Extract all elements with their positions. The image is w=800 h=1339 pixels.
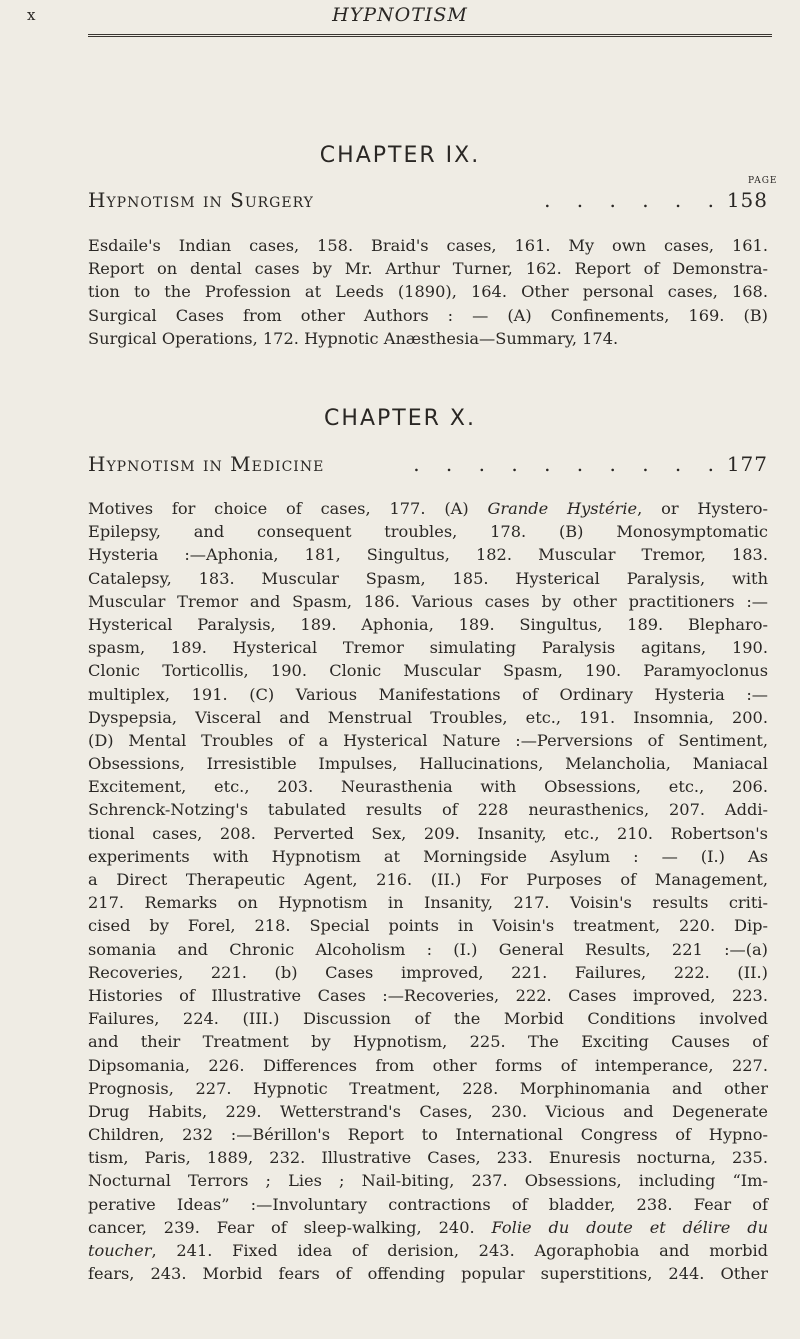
text-line: cancer, 239. Fear of sleep-walking, 240. Folie du doute et délire du xyxy=(88,1217,768,1237)
chapter-heading-x: CHAPTER X. xyxy=(324,406,476,431)
text-line: Nocturnal Terrors ; Lies ; Nail-biting, 237. Obsessions, including “Im- xyxy=(88,1171,768,1191)
text-line: Children, 232 :—Bérillon's Report to International Congress of Hypno- xyxy=(88,1125,768,1145)
text-line: Prognosis, 227. Hypnotic Treatment, 228. Morphinomania and other xyxy=(88,1078,768,1098)
text-line: Obsessions, Irresistible Impulses, Hallucinations, Melancholia, Maniacal xyxy=(88,754,768,774)
text-line: Motives for choice of cases, 177. (A) Grande Hystérie, or Hystero- xyxy=(88,499,768,518)
text-line: experiments with Hypnotism at Morningside Asylum : — (I.) As xyxy=(88,846,768,866)
page-column-label: PAGE xyxy=(748,176,778,186)
text-line: perative Ideas” :—Involuntary contractions of bladder, 238. Fear of xyxy=(88,1194,768,1214)
text-line: Esdaile's Indian cases, 158. Braid's cases, 161. My own cases, 161. xyxy=(88,236,768,255)
toc-entry-title: Hypnotism in Surgery xyxy=(88,188,314,212)
text-line: Schrenck-Notzing's tabulated results of 228 neurasthenics, 207. Addi- xyxy=(88,800,768,820)
text-line: Muscular Tremor and Spasm, 186. Various cases by other practitioners :— xyxy=(88,591,768,611)
text-line: a Direct Therapeutic Agent, 216. (II.) For Purposes of Management, xyxy=(88,870,768,889)
chapter-ix-summary xyxy=(88,234,768,350)
text-line: and their Treatment by Hypnotism, 225. The Exciting Causes of xyxy=(88,1032,768,1052)
toc-entry-surgery xyxy=(88,188,768,212)
text-line: Surgical Operations, 172. Hypnotic Anæsthesia—Summary, 174. xyxy=(88,328,619,348)
text-line: Catalepsy, 183. Muscular Spasm, 185. Hysterical Paralysis, with xyxy=(88,568,768,588)
toc-entry-medicine xyxy=(88,452,768,476)
text-line: Hysterical Paralysis, 189. Aphonia, 189. Singultus, 189. Blepharo- xyxy=(88,614,768,634)
toc-leader-dots: . . . . . . xyxy=(544,188,724,212)
text-line: Surgical Cases from other Authors : — (A) Confinements, 169. (B) xyxy=(88,305,768,325)
text-line: 217. Remarks on Hypnotism in Insanity, 217. Voisin's results criti- xyxy=(88,893,768,913)
text-line: Dipsomania, 226. Differences from other forms of intemperance, 227. xyxy=(88,1055,768,1075)
page-number: x xyxy=(27,6,36,24)
text-line: Failures, 224. (III.) Discussion of the Morbid Conditions involved xyxy=(88,1009,768,1029)
text-line: Report on dental cases by Mr. Arthur Turner, 162. Report of Demonstra- xyxy=(88,259,768,279)
text-line: fears, 243. Morbid fears of offending popular superstitions, 244. Other xyxy=(88,1264,768,1284)
text-line: Excitement, etc., 203. Neurasthenia with Obsessions, etc., 206. xyxy=(88,777,768,797)
text-line: Epilepsy, and consequent troubles, 178. (B) Monosymptomatic xyxy=(88,522,768,542)
text-line: somania and Chronic Alcoholism : (I.) General Results, 221 :—(a) xyxy=(88,939,768,959)
text-line: Histories of Illustrative Cases :—Recoveries, 222. Cases improved, 223. xyxy=(88,985,768,1005)
text-line: Hysteria :—Aphonia, 181, Singultus, 182. Muscular Tremor, 183. xyxy=(88,545,768,565)
text-line: tism, Paris, 1889, 232. Illustrative Cases, 233. Enuresis nocturna, 235. xyxy=(88,1148,768,1168)
text-line: Clonic Torticollis, 190. Clonic Muscular Spasm, 190. Paramyoclonus xyxy=(88,661,768,681)
header-rule xyxy=(88,34,772,39)
text-line: toucher, 241. Fixed idea of derision, 243. Agoraphobia and morbid xyxy=(88,1241,768,1260)
text-line: Dyspepsia, Visceral and Menstrual Troubles, etc., 191. Insomnia, 200. xyxy=(88,707,768,727)
text-line: spasm, 189. Hysterical Tremor simulating Paralysis agitans, 190. xyxy=(88,638,768,658)
text-line: multiplex, 191. (C) Various Manifestations of Ordinary Hysteria :— xyxy=(88,684,768,704)
chapter-x-summary xyxy=(88,497,768,1285)
toc-page-number: 158 xyxy=(726,188,768,212)
toc-leader-dots: . . . . . . . . . . xyxy=(413,452,724,476)
running-title: HYPNOTISM xyxy=(332,4,468,26)
toc-entry-title: Hypnotism in Medicine xyxy=(88,452,325,476)
text-line: Drug Habits, 229. Wetterstrand's Cases, 230. Vicious and Degenerate xyxy=(88,1101,768,1121)
text-line: tion to the Profession at Leeds (1890), 164. Other personal cases, 168. xyxy=(88,282,768,302)
text-line: Recoveries, 221. (b) Cases improved, 221. Failures, 222. (II.) xyxy=(88,962,768,982)
toc-page-number: 177 xyxy=(726,452,768,476)
text-line: (D) Mental Troubles of a Hysterical Nature :—Perversions of Sentiment, xyxy=(88,730,768,750)
text-line: cised by Forel, 218. Special points in Voisin's treatment, 220. Dip- xyxy=(88,916,768,936)
text-line: tional cases, 208. Perverted Sex, 209. Insanity, etc., 210. Robertson's xyxy=(88,823,768,843)
chapter-heading-ix: CHAPTER IX. xyxy=(319,143,481,168)
